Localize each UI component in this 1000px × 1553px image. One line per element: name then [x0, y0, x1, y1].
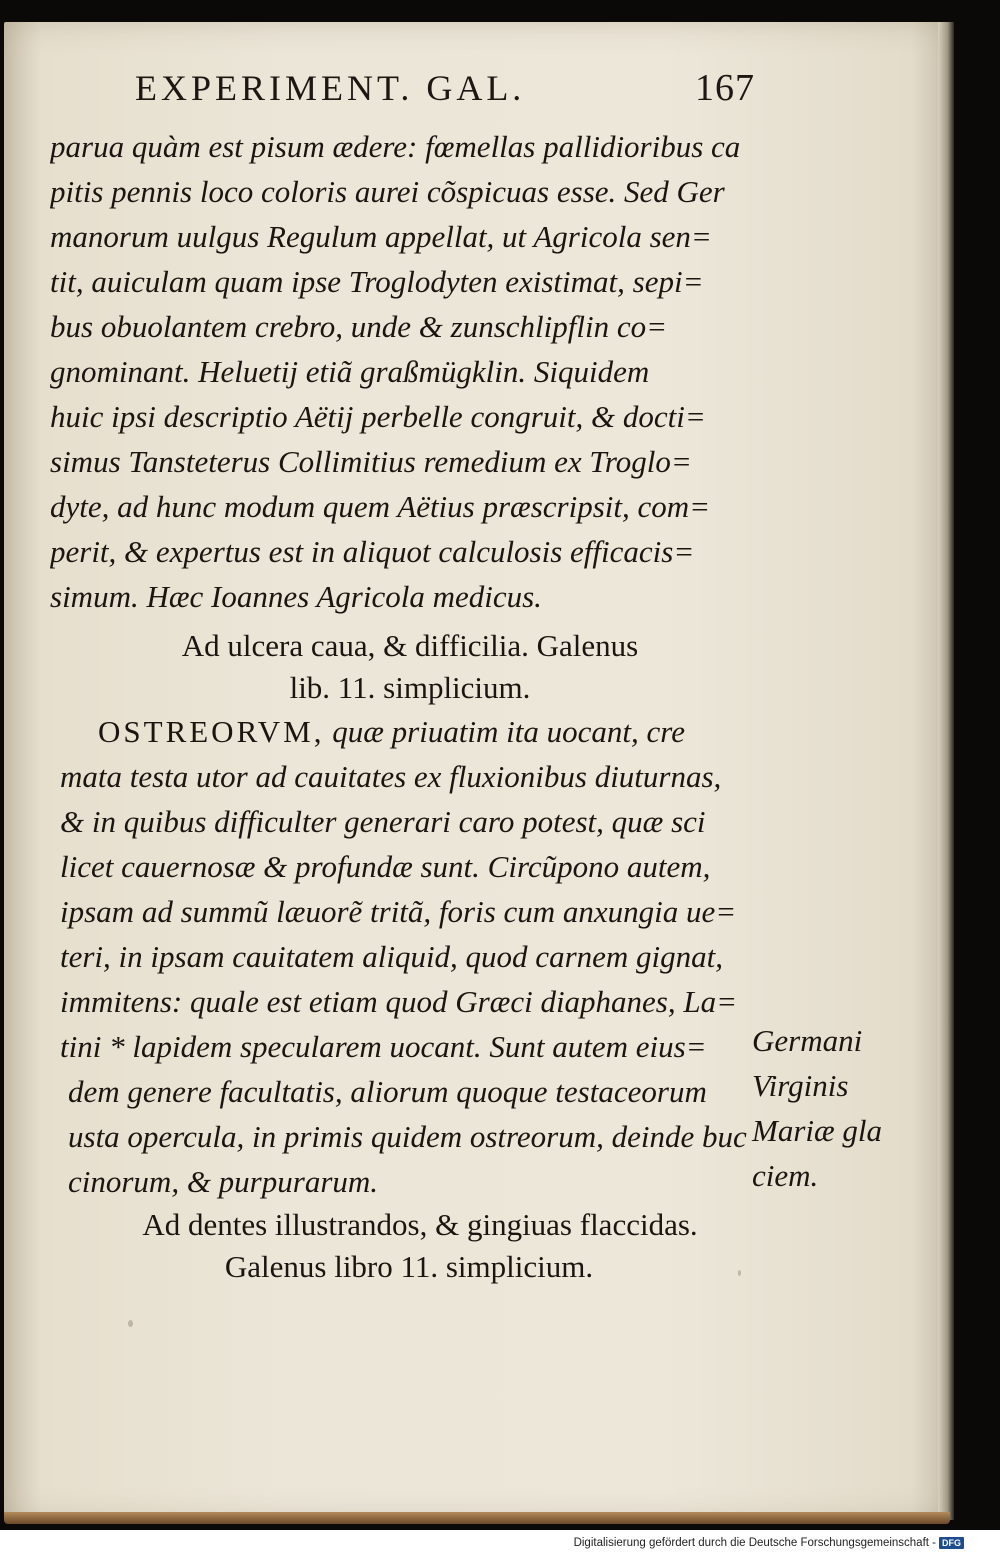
running-title: EXPERIMENT. GAL. — [135, 68, 526, 108]
ink-speck — [128, 1320, 133, 1327]
passage-2 — [50, 709, 750, 1204]
text-line: mata testa utor ad cauitates ex fluxionibus diuturnas, — [60, 759, 722, 794]
text-line: huic ipsi descriptio Aëtij perbelle congruit, & docti= — [50, 399, 706, 434]
text-line: tini * lapidem specularem uocant. Sunt autem eius= — [60, 1029, 707, 1064]
text-line — [50, 709, 750, 754]
text-line: dyte, ad hunc modum quem Aëtius præscripsit, com= — [50, 489, 711, 524]
text-line: licet cauernosæ & profundæ sunt. Circũpono autem, — [60, 849, 711, 884]
text-line: simum. Hæc Ioannes Agricola medicus. — [50, 579, 542, 614]
marginal-note — [752, 1018, 902, 1198]
text-line: parua quàm est pisum ædere: fœmellas pallidioribus ca — [50, 129, 741, 164]
book-bottom-edge — [4, 1512, 950, 1524]
section-heading: Galenus libro 11. simplicium. — [224, 1249, 594, 1284]
page-number: 167 — [695, 67, 755, 109]
digitization-credit — [574, 1536, 964, 1550]
text-line: usta opercula, in primis quidem ostreorum, deinde buc — [68, 1119, 747, 1154]
text-line: & in quibus difficulter generari caro potest, quæ sci — [60, 804, 706, 839]
note-line: Virginis — [752, 1068, 849, 1103]
page-edge — [938, 22, 954, 1520]
note-line: Mariæ gla — [752, 1113, 883, 1148]
text-line: pitis pennis loco coloris aurei cõspicuas esse. Sed Ger — [50, 174, 725, 209]
text-line: perit, & expertus est in aliquot calculosis efficacis= — [50, 534, 695, 569]
text-line: cinorum, & purpurarum. — [68, 1164, 379, 1199]
text-line: gnominant. Heluetij etiã graßmügklin. Siquidem — [50, 354, 650, 389]
note-line: ciem. — [752, 1158, 819, 1193]
text-line: immitens: quale est etiam quod Græci diaphanes, La= — [60, 984, 738, 1019]
dfg-logo-icon: DFG — [939, 1537, 964, 1549]
text-line: teri, in ipsam cauitatem aliquid, quod carnem gignat, — [60, 939, 724, 974]
text-line: tit, auiculam quam ipse Troglodyten existimat, sepi= — [50, 264, 704, 299]
ink-speck — [738, 1270, 741, 1276]
text-line: bus obuolantem crebro, unde & zunschlipflin co= — [50, 309, 668, 344]
passage-1 — [50, 124, 750, 619]
text-line: dem generе facultatis, aliorum quoque testaceorum — [68, 1074, 707, 1109]
section-heading: Ad dentes illustrandos, & gingiuas flaccidas. — [142, 1207, 698, 1242]
page-body — [50, 124, 750, 1288]
section-heading: Ad ulcera caua, & difficilia. Galenus — [181, 628, 639, 663]
initial-word: OSTREORVM, — [98, 714, 325, 749]
text-line: manorum uulgus Regulum appellat, ut Agricola sen= — [50, 219, 712, 254]
text-span: quæ priuatim ita uocant, cre — [324, 714, 685, 749]
text-line: ipsam ad summũ læuorẽ tritã, foris cum anxungia ue= — [60, 894, 737, 929]
credit-text: Digitalisierung gefördert durch die Deutsche Forschungsgemeinschaft - — [573, 1537, 936, 1549]
text-line: simus Tansteterus Collimitius remedium ex Troglo= — [50, 444, 692, 479]
running-head — [135, 66, 755, 116]
note-line: Germani — [752, 1023, 863, 1058]
section-heading: lib. 11. simplicium. — [289, 670, 531, 705]
